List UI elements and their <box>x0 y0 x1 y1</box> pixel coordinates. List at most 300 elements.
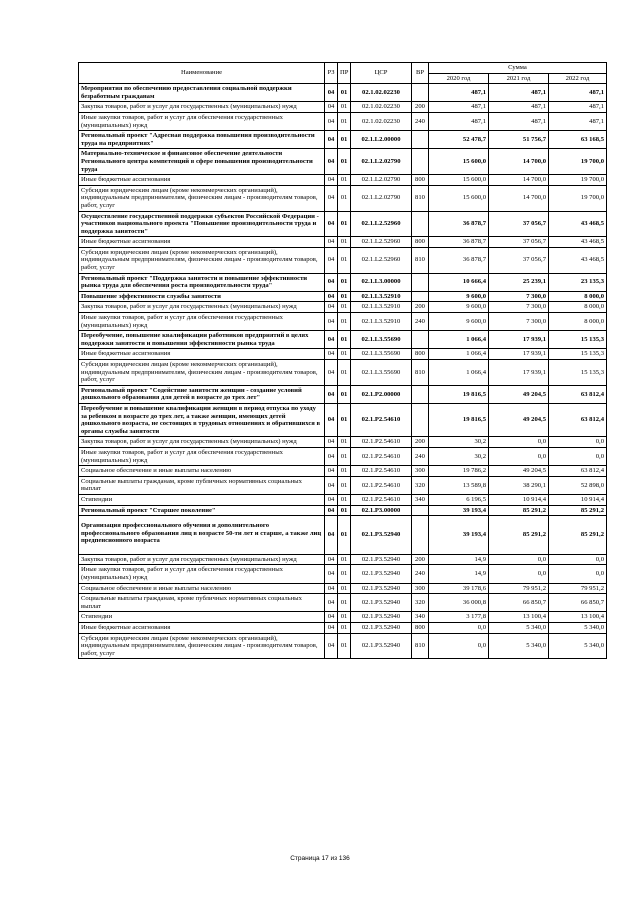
row-rz: 04 <box>325 149 338 175</box>
row-sum-2022: 19 700,0 <box>549 149 607 175</box>
row-name: Региональный проект "Адресная поддержка повышения производительности труда на предприятиях" <box>79 131 325 149</box>
row-sum-2022: 487,1 <box>549 112 607 130</box>
row-vr: 340 <box>412 612 429 623</box>
header-name: Наименование <box>79 63 325 84</box>
row-pr: 01 <box>338 185 351 211</box>
row-rz: 04 <box>325 291 338 302</box>
row-sum-2022: 5 340,0 <box>549 623 607 634</box>
row-pr: 01 <box>338 84 351 102</box>
table-row <box>79 516 607 555</box>
table-row <box>79 360 607 386</box>
row-sum-2020: 1 066,4 <box>429 349 489 360</box>
header-year-2020: 2020 год <box>429 73 489 84</box>
table-row <box>79 505 607 516</box>
table-row <box>79 437 607 448</box>
row-pr: 01 <box>338 302 351 313</box>
budget-table-sheet <box>78 62 606 659</box>
row-rz: 04 <box>325 612 338 623</box>
row-sum-2020: 36 878,7 <box>429 247 489 273</box>
row-sum-2021: 49 204,5 <box>489 385 549 403</box>
row-csr: 02.1.P2.54610 <box>351 494 412 505</box>
row-rz: 04 <box>325 505 338 516</box>
row-name: Иные бюджетные ассигнования <box>79 349 325 360</box>
row-name: Субсидии юридическим лицам (кроме некоммерческих организаций), индивидуальным предпринимателям, физическим лицам - производителям товаров, работ, услуг <box>79 360 325 386</box>
row-csr: 02.1.L3.52910 <box>351 291 412 302</box>
row-rz: 04 <box>325 131 338 149</box>
header-year-2021: 2021 год <box>489 73 549 84</box>
row-pr: 01 <box>338 437 351 448</box>
table-row <box>79 302 607 313</box>
row-pr: 01 <box>338 554 351 565</box>
row-sum-2020: 6 196,5 <box>429 494 489 505</box>
row-sum-2021: 5 340,0 <box>489 633 549 659</box>
table-row <box>79 211 607 237</box>
row-csr: 02.1.P3.52940 <box>351 623 412 634</box>
row-sum-2022: 63 812,4 <box>549 466 607 477</box>
row-sum-2022: 487,1 <box>549 102 607 113</box>
header-pr: ПР <box>338 63 351 84</box>
table-row <box>79 494 607 505</box>
row-rz: 04 <box>325 623 338 634</box>
row-sum-2020: 15 600,0 <box>429 185 489 211</box>
row-pr: 01 <box>338 385 351 403</box>
table-row <box>79 583 607 594</box>
row-pr: 01 <box>338 273 351 291</box>
row-sum-2020: 19 816,5 <box>429 403 489 436</box>
row-vr: 320 <box>412 594 429 612</box>
row-name: Организация профессионального обучения и дополнительного профессионального образования лиц в возрасте 50-ти лет и старше, а также лиц предпенсионного возраста <box>79 516 325 555</box>
row-rz: 04 <box>325 349 338 360</box>
row-vr: 240 <box>412 313 429 331</box>
row-sum-2020: 10 666,4 <box>429 273 489 291</box>
row-sum-2021: 66 850,7 <box>489 594 549 612</box>
row-vr <box>412 385 429 403</box>
header-vr: ВР <box>412 63 429 84</box>
row-csr: 02.1.L3.52910 <box>351 313 412 331</box>
row-sum-2022: 63 812,4 <box>549 385 607 403</box>
row-csr: 02.1.02.02230 <box>351 112 412 130</box>
row-csr: 02.1.02.02230 <box>351 84 412 102</box>
row-sum-2022: 8 000,0 <box>549 302 607 313</box>
row-rz: 04 <box>325 594 338 612</box>
row-name: Закупка товаров, работ и услуг для государственных (муниципальных) нужд <box>79 102 325 113</box>
row-rz: 04 <box>325 385 338 403</box>
row-vr <box>412 149 429 175</box>
table-row <box>79 149 607 175</box>
row-sum-2021: 14 700,0 <box>489 149 549 175</box>
row-sum-2020: 487,1 <box>429 112 489 130</box>
row-name: Стипендии <box>79 612 325 623</box>
row-sum-2021: 13 100,4 <box>489 612 549 623</box>
row-vr: 800 <box>412 237 429 248</box>
row-sum-2022: 66 850,7 <box>549 594 607 612</box>
row-sum-2021: 487,1 <box>489 84 549 102</box>
row-sum-2022: 19 700,0 <box>549 185 607 211</box>
row-sum-2020: 0,0 <box>429 633 489 659</box>
row-name: Социальное обеспечение и иные выплаты населению <box>79 583 325 594</box>
row-vr: 200 <box>412 437 429 448</box>
table-row <box>79 349 607 360</box>
row-csr: 02.1.L2.52960 <box>351 211 412 237</box>
row-csr: 02.1.L3.00000 <box>351 273 412 291</box>
row-pr: 01 <box>338 494 351 505</box>
header-sum: Сумма <box>429 63 607 74</box>
row-csr: 02.1.02.02230 <box>351 102 412 113</box>
row-sum-2021: 49 204,5 <box>489 403 549 436</box>
row-vr: 800 <box>412 349 429 360</box>
row-sum-2021: 51 756,7 <box>489 131 549 149</box>
table-row <box>79 594 607 612</box>
row-pr: 01 <box>338 565 351 583</box>
row-vr <box>412 403 429 436</box>
row-pr: 01 <box>338 612 351 623</box>
row-sum-2021: 79 951,2 <box>489 583 549 594</box>
row-rz: 04 <box>325 583 338 594</box>
row-csr: 02.1.L3.55690 <box>351 331 412 349</box>
row-sum-2021: 487,1 <box>489 102 549 113</box>
table-row <box>79 565 607 583</box>
row-pr: 01 <box>338 583 351 594</box>
row-rz: 04 <box>325 565 338 583</box>
row-csr: 02.1.L3.52910 <box>351 302 412 313</box>
table-row <box>79 476 607 494</box>
row-sum-2022: 19 700,0 <box>549 175 607 186</box>
row-csr: 02.1.L2.52960 <box>351 237 412 248</box>
row-name: Закупка товаров, работ и услуг для государственных (муниципальных) нужд <box>79 302 325 313</box>
row-sum-2020: 39 193,4 <box>429 516 489 555</box>
row-csr: 02.1.L2.02790 <box>351 149 412 175</box>
row-sum-2020: 487,1 <box>429 84 489 102</box>
row-name: Иные закупки товаров, работ и услуг для обеспечения государственных (муниципальных) нужд <box>79 313 325 331</box>
row-pr: 01 <box>338 237 351 248</box>
row-rz: 04 <box>325 185 338 211</box>
row-vr <box>412 331 429 349</box>
row-sum-2021: 0,0 <box>489 437 549 448</box>
row-sum-2021: 17 939,1 <box>489 349 549 360</box>
row-csr: 02.1.L2.02790 <box>351 185 412 211</box>
row-sum-2020: 39 193,4 <box>429 505 489 516</box>
row-csr: 02.1.P2.54610 <box>351 403 412 436</box>
row-name: Региональный проект "Поддержка занятости и повышение эффективности рынка труда для обеспечения роста производительности труда" <box>79 273 325 291</box>
header-row <box>79 63 607 74</box>
row-sum-2021: 38 290,1 <box>489 476 549 494</box>
header-rz: РЗ <box>325 63 338 84</box>
row-vr: 810 <box>412 247 429 273</box>
row-sum-2020: 30,2 <box>429 447 489 465</box>
row-sum-2020: 15 600,0 <box>429 175 489 186</box>
row-pr: 01 <box>338 594 351 612</box>
row-name: Закупка товаров, работ и услуг для государственных (муниципальных) нужд <box>79 437 325 448</box>
row-vr: 240 <box>412 447 429 465</box>
table-row <box>79 331 607 349</box>
row-vr <box>412 211 429 237</box>
table-row <box>79 247 607 273</box>
row-name: Региональный проект "Старшее поколение" <box>79 505 325 516</box>
row-sum-2020: 14,9 <box>429 554 489 565</box>
table-row <box>79 313 607 331</box>
row-name: Иные бюджетные ассигнования <box>79 175 325 186</box>
row-vr: 810 <box>412 360 429 386</box>
row-csr: 02.1.L2.00000 <box>351 131 412 149</box>
row-csr: 02.1.P3.52940 <box>351 565 412 583</box>
row-pr: 01 <box>338 291 351 302</box>
row-sum-2020: 9 600,0 <box>429 291 489 302</box>
row-sum-2021: 0,0 <box>489 554 549 565</box>
row-sum-2020: 1 066,4 <box>429 331 489 349</box>
row-csr: 02.1.P3.52940 <box>351 633 412 659</box>
row-vr: 240 <box>412 112 429 130</box>
row-sum-2020: 36 878,7 <box>429 237 489 248</box>
row-sum-2020: 36 000,8 <box>429 594 489 612</box>
row-pr: 01 <box>338 360 351 386</box>
table-row <box>79 403 607 436</box>
row-pr: 01 <box>338 476 351 494</box>
row-vr: 320 <box>412 476 429 494</box>
row-csr: 02.1.P2.54610 <box>351 447 412 465</box>
row-vr <box>412 505 429 516</box>
row-name: Повышение эффективности службы занятости <box>79 291 325 302</box>
row-rz: 04 <box>325 403 338 436</box>
budget-table <box>78 62 607 659</box>
row-rz: 04 <box>325 633 338 659</box>
row-sum-2022: 0,0 <box>549 565 607 583</box>
table-row <box>79 623 607 634</box>
row-sum-2021: 5 340,0 <box>489 623 549 634</box>
row-sum-2021: 17 939,1 <box>489 331 549 349</box>
row-vr: 810 <box>412 633 429 659</box>
row-sum-2020: 9 600,0 <box>429 313 489 331</box>
row-rz: 04 <box>325 360 338 386</box>
row-csr: 02.1.L2.52960 <box>351 247 412 273</box>
row-sum-2021: 10 914,4 <box>489 494 549 505</box>
row-sum-2021: 25 239,1 <box>489 273 549 291</box>
row-sum-2022: 85 291,2 <box>549 505 607 516</box>
row-sum-2022: 15 135,3 <box>549 331 607 349</box>
row-pr: 01 <box>338 102 351 113</box>
page-footer: Страница 17 из 136 <box>290 855 350 862</box>
row-vr: 200 <box>412 554 429 565</box>
row-pr: 01 <box>338 505 351 516</box>
row-sum-2020: 13 589,8 <box>429 476 489 494</box>
table-row <box>79 131 607 149</box>
row-rz: 04 <box>325 112 338 130</box>
table-row <box>79 633 607 659</box>
row-pr: 01 <box>338 633 351 659</box>
row-name: Иные закупки товаров, работ и услуг для обеспечения государственных (муниципальных) нужд <box>79 112 325 130</box>
row-sum-2021: 37 056,7 <box>489 211 549 237</box>
row-pr: 01 <box>338 313 351 331</box>
row-sum-2020: 1 066,4 <box>429 360 489 386</box>
row-pr: 01 <box>338 211 351 237</box>
row-rz: 04 <box>325 273 338 291</box>
row-rz: 04 <box>325 84 338 102</box>
row-pr: 01 <box>338 331 351 349</box>
row-csr: 02.1.P2.54610 <box>351 466 412 477</box>
row-sum-2020: 0,0 <box>429 623 489 634</box>
row-sum-2020: 39 178,6 <box>429 583 489 594</box>
row-sum-2020: 487,1 <box>429 102 489 113</box>
row-csr: 02.1.P2.54610 <box>351 437 412 448</box>
row-sum-2021: 0,0 <box>489 565 549 583</box>
row-pr: 01 <box>338 149 351 175</box>
row-rz: 04 <box>325 175 338 186</box>
table-row <box>79 466 607 477</box>
row-sum-2020: 3 177,8 <box>429 612 489 623</box>
row-sum-2020: 14,9 <box>429 565 489 583</box>
row-sum-2021: 37 056,7 <box>489 247 549 273</box>
row-csr: 02.1.P2.54610 <box>351 476 412 494</box>
row-rz: 04 <box>325 447 338 465</box>
row-sum-2022: 79 951,2 <box>549 583 607 594</box>
header-year-2022: 2022 год <box>549 73 607 84</box>
row-vr: 300 <box>412 466 429 477</box>
row-sum-2020: 36 878,7 <box>429 211 489 237</box>
row-sum-2020: 30,2 <box>429 437 489 448</box>
row-rz: 04 <box>325 302 338 313</box>
table-row <box>79 554 607 565</box>
header-csr: ЦСР <box>351 63 412 84</box>
row-vr: 800 <box>412 623 429 634</box>
row-sum-2022: 52 898,0 <box>549 476 607 494</box>
row-sum-2021: 37 056,7 <box>489 237 549 248</box>
row-pr: 01 <box>338 466 351 477</box>
row-pr: 01 <box>338 403 351 436</box>
row-vr: 300 <box>412 583 429 594</box>
row-sum-2022: 15 135,3 <box>549 360 607 386</box>
row-csr: 02.1.L3.55690 <box>351 360 412 386</box>
table-row <box>79 273 607 291</box>
row-csr: 02.1.P3.52940 <box>351 554 412 565</box>
row-name: Субсидии юридическим лицам (кроме некоммерческих организаций), индивидуальным предпринимателям, физическим лицам - производителям товаров, работ, услуг <box>79 247 325 273</box>
row-sum-2021: 0,0 <box>489 447 549 465</box>
row-rz: 04 <box>325 466 338 477</box>
row-pr: 01 <box>338 131 351 149</box>
table-row <box>79 612 607 623</box>
row-name: Переобучение и повышение квалификации женщин в период отпуска по уходу за ребенком в возрасте до трех лет, а также женщин, имеющих детей дошкольного возраста, не состоящих в трудовых отношениях и обратившихся в органы службы занятости <box>79 403 325 436</box>
row-vr: 200 <box>412 302 429 313</box>
row-vr: 800 <box>412 175 429 186</box>
row-rz: 04 <box>325 102 338 113</box>
row-sum-2022: 85 291,2 <box>549 516 607 555</box>
row-name: Субсидии юридическим лицам (кроме некоммерческих организаций), индивидуальным предпринимателям, физическим лицам - производителям товаров, работ, услуг <box>79 185 325 211</box>
row-csr: 02.1.P3.00000 <box>351 505 412 516</box>
table-row <box>79 175 607 186</box>
table-row <box>79 102 607 113</box>
row-name: Переобучение, повышение квалификации работников предприятий в целях поддержки занятости и повышения эффективности рынка труда <box>79 331 325 349</box>
row-csr: 02.1.P3.52940 <box>351 612 412 623</box>
row-name: Материально-техническое и финансовое обеспечение деятельности Регионального центра компетенций в сфере повышения производительности труда <box>79 149 325 175</box>
row-pr: 01 <box>338 516 351 555</box>
row-pr: 01 <box>338 349 351 360</box>
row-csr: 02.1.P3.52940 <box>351 583 412 594</box>
row-sum-2021: 7 300,0 <box>489 313 549 331</box>
row-sum-2021: 17 939,1 <box>489 360 549 386</box>
row-name: Иные закупки товаров, работ и услуг для обеспечения государственных (муниципальных) нужд <box>79 447 325 465</box>
row-pr: 01 <box>338 112 351 130</box>
row-rz: 04 <box>325 554 338 565</box>
row-name: Иные бюджетные ассигнования <box>79 237 325 248</box>
row-name: Социальные выплаты гражданам, кроме публичных нормативных социальных выплат <box>79 476 325 494</box>
row-rz: 04 <box>325 516 338 555</box>
row-sum-2022: 8 000,0 <box>549 313 607 331</box>
row-rz: 04 <box>325 313 338 331</box>
table-row <box>79 237 607 248</box>
row-sum-2021: 14 700,0 <box>489 175 549 186</box>
row-vr: 200 <box>412 102 429 113</box>
table-row <box>79 447 607 465</box>
row-sum-2021: 49 204,5 <box>489 466 549 477</box>
row-name: Социальные выплаты гражданам, кроме публичных нормативных социальных выплат <box>79 594 325 612</box>
row-rz: 04 <box>325 237 338 248</box>
row-name: Субсидии юридическим лицам (кроме некоммерческих организаций), индивидуальным предпринимателям, физическим лицам - производителям товаров, работ, услуг <box>79 633 325 659</box>
row-rz: 04 <box>325 437 338 448</box>
row-rz: 04 <box>325 247 338 273</box>
row-sum-2020: 19 816,5 <box>429 385 489 403</box>
row-sum-2021: 7 300,0 <box>489 291 549 302</box>
row-sum-2022: 487,1 <box>549 84 607 102</box>
row-pr: 01 <box>338 447 351 465</box>
row-name: Закупка товаров, работ и услуг для государственных (муниципальных) нужд <box>79 554 325 565</box>
row-vr: 240 <box>412 565 429 583</box>
row-vr <box>412 273 429 291</box>
row-vr <box>412 84 429 102</box>
row-pr: 01 <box>338 623 351 634</box>
row-rz: 04 <box>325 476 338 494</box>
row-sum-2021: 14 700,0 <box>489 185 549 211</box>
table-row <box>79 112 607 130</box>
row-vr: 340 <box>412 494 429 505</box>
row-sum-2020: 9 600,0 <box>429 302 489 313</box>
row-sum-2022: 23 135,3 <box>549 273 607 291</box>
row-sum-2022: 63 812,4 <box>549 403 607 436</box>
row-name: Иные бюджетные ассигнования <box>79 623 325 634</box>
row-sum-2022: 0,0 <box>549 554 607 565</box>
row-sum-2022: 43 468,5 <box>549 237 607 248</box>
row-sum-2022: 13 100,4 <box>549 612 607 623</box>
row-sum-2020: 52 478,7 <box>429 131 489 149</box>
row-vr <box>412 516 429 555</box>
row-name: Мероприятия по обеспечению предоставления социальной поддержки безработным гражданам <box>79 84 325 102</box>
table-row <box>79 291 607 302</box>
row-sum-2021: 7 300,0 <box>489 302 549 313</box>
table-row <box>79 385 607 403</box>
row-name: Региональный проект "Содействие занятости женщин - создание условий дошкольного образования для детей в возрасте до трех лет" <box>79 385 325 403</box>
row-sum-2021: 85 291,2 <box>489 505 549 516</box>
row-name: Осуществление государственной поддержки субъектов Российской Федерации - участников национального проекта "Повышение производительности труда и поддержка занятости" <box>79 211 325 237</box>
row-csr: 02.1.L3.55690 <box>351 349 412 360</box>
row-sum-2022: 0,0 <box>549 437 607 448</box>
row-name: Иные закупки товаров, работ и услуг для обеспечения государственных (муниципальных) нужд <box>79 565 325 583</box>
row-name: Стипендии <box>79 494 325 505</box>
row-sum-2022: 8 000,0 <box>549 291 607 302</box>
row-sum-2022: 43 468,5 <box>549 211 607 237</box>
row-sum-2022: 43 468,5 <box>549 247 607 273</box>
row-csr: 02.1.P2.00000 <box>351 385 412 403</box>
row-vr: 810 <box>412 185 429 211</box>
row-vr <box>412 291 429 302</box>
table-row <box>79 185 607 211</box>
row-sum-2022: 15 135,3 <box>549 349 607 360</box>
row-sum-2020: 15 600,0 <box>429 149 489 175</box>
row-pr: 01 <box>338 175 351 186</box>
row-vr <box>412 131 429 149</box>
table-row <box>79 84 607 102</box>
row-rz: 04 <box>325 211 338 237</box>
row-csr: 02.1.L2.02790 <box>351 175 412 186</box>
row-rz: 04 <box>325 331 338 349</box>
row-csr: 02.1.P3.52940 <box>351 594 412 612</box>
row-sum-2022: 63 168,5 <box>549 131 607 149</box>
